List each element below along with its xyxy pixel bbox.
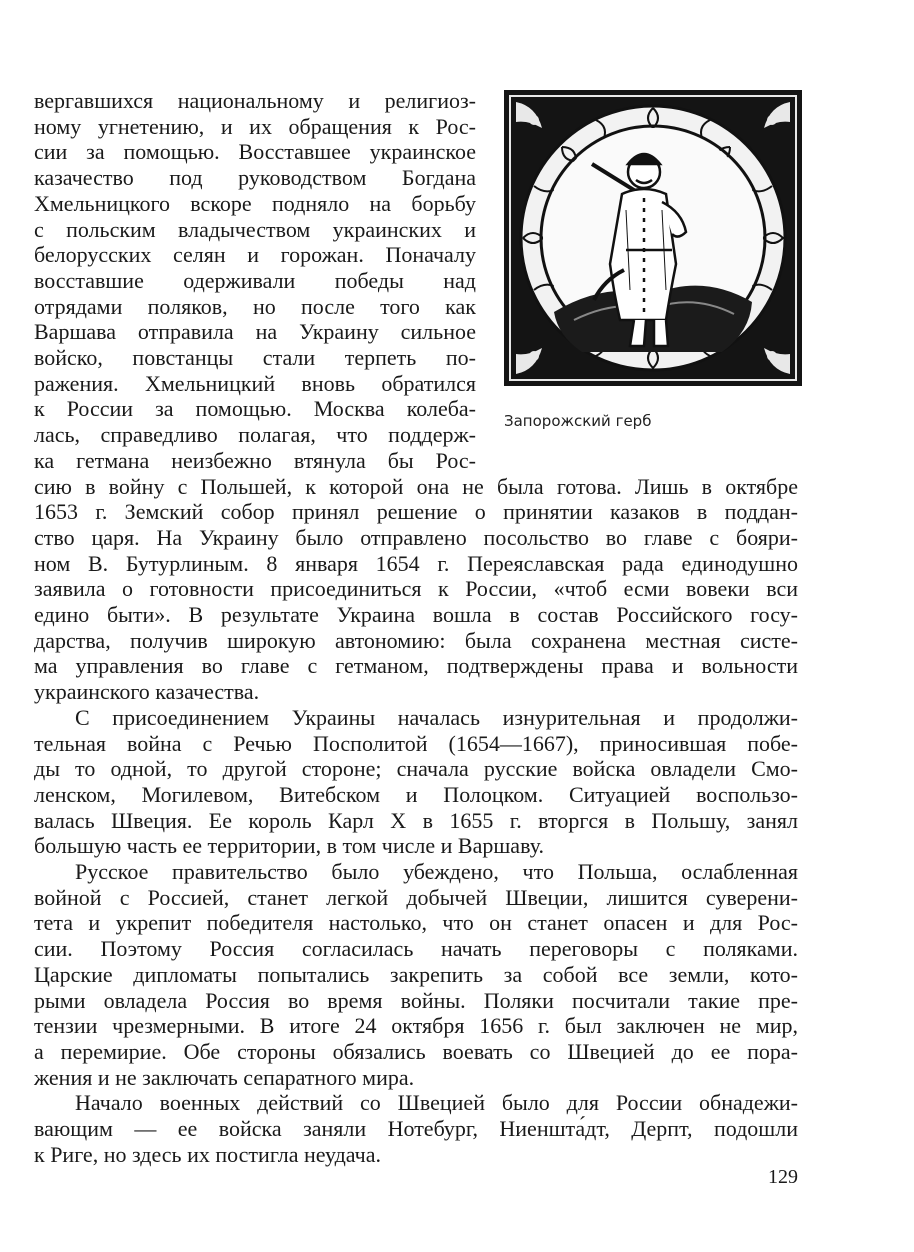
text-line: рыми овладела Россия во время войны. Поляки посчитали такие пре- xyxy=(34,987,798,1013)
text-line: ды то одной, то другой стороне; сначала русские войска овладели Смо- xyxy=(34,756,798,782)
text-line: восставшие одерживали победы над xyxy=(34,267,476,293)
text-line: войско, повстанцы стали терпеть по- xyxy=(34,345,476,370)
text-line: Варшава отправила на Украину сильное xyxy=(34,319,476,345)
text-line: казачество под руководством Богдана xyxy=(34,165,476,191)
text-line: ном В. Бутурлиным. 8 января 1654 г. Переяславская рада единодушно xyxy=(34,550,798,576)
text-line: тензии чрезмерными. В итоге 24 октября 1656 г. был заключен не мир, xyxy=(34,1013,798,1039)
text-line: валась Швеция. Ее король Карл Х в 1655 г. вторгся в Польшу, занял xyxy=(34,807,798,833)
text-line: вергавшихся национальному и религиоз- xyxy=(34,88,476,113)
text-line: сию в войну с Польшей, к которой она не была готова. Лишь в октябре xyxy=(34,473,798,499)
text-line: жения и не заключать сепаратного мира. xyxy=(34,1064,415,1090)
text-line: ному угнетению, и их обращения к Рос- xyxy=(34,113,476,139)
figure-caption: Запорожский герб xyxy=(504,412,652,430)
text-line: сии. Поэтому Россия согласилась начать переговоры с поляками. xyxy=(34,936,798,962)
text-line: отрядами поляков, но после того как xyxy=(34,293,476,319)
text-line: украинского казачества. xyxy=(34,679,260,705)
text-line: Царские дипломаты попытались закрепить за собой все земли, кото- xyxy=(34,961,798,987)
text-line: дарства, получив широкую автономию: была сохранена местная систе- xyxy=(34,627,798,653)
text-line: сии за помощью. Восставшее украинское xyxy=(34,139,476,165)
page-number: 129 xyxy=(768,1166,798,1188)
text-line: вающим — ее войска заняли Нотебург, Ниеншта́дт, Дерпт, подошли xyxy=(34,1116,798,1141)
text-line: едино быти». В результате Украина вошла в состав Российского госу- xyxy=(34,602,798,627)
text-line: большую часть ее территории, в том числе и Варшаву. xyxy=(34,833,544,859)
zaporozhian-coat-of-arms-icon xyxy=(504,90,802,386)
text-line: ма управления во главе с гетманом, подтверждены права и вольности xyxy=(34,653,798,679)
text-line: Хмельницкого вскоре подняло на борьбу xyxy=(34,190,476,216)
text-line: ражения. Хмельницкий вновь обратился xyxy=(34,370,476,396)
text-line: лась, справедливо полагая, что поддерж- xyxy=(34,422,476,448)
text-line: ка гетмана неизбежно втянула бы Рос- xyxy=(34,447,476,473)
text-line: заявила о готовности присоединиться к России, «чтоб есми вовеки вси xyxy=(34,576,798,602)
coat-of-arms-figure xyxy=(504,90,802,386)
text-line: к Риге, но здесь их постигла неудача. xyxy=(34,1141,381,1167)
text-line: 1653 г. Земский собор принял решение о принятии казаков в поддан- xyxy=(34,499,798,525)
text-line: ство царя. На Украину было отправлено посольство во главе с бояри- xyxy=(34,524,798,550)
text-line: к России за помощью. Москва колеба- xyxy=(34,396,476,422)
text-line: белорусских селян и горожан. Поначалу xyxy=(34,242,476,268)
text-line: ленском, Могилевом, Витебском и Полоцком. Ситуацией воспользо- xyxy=(34,781,798,807)
text-line: а перемирие. Обе стороны обязались воевать со Швецией до ее пора- xyxy=(34,1038,798,1064)
text-line: с польским владычеством украинских и xyxy=(34,216,476,242)
text-line: тельная война с Речью Посполитой (1654—1667), приносившая побе- xyxy=(34,730,798,756)
paragraph-first-line: Начало военных действий со Швецией было для России обнадежи- xyxy=(75,1090,798,1116)
paragraph-first-line: Русское правительство было убеждено, что Польша, ослабленная xyxy=(75,859,798,884)
paragraph-first-line: С присоединением Украины началась изнурительная и продолжи- xyxy=(75,704,798,730)
text-line: тета и укрепит победителя настолько, что он станет опасен и для Рос- xyxy=(34,910,798,936)
text-line: войной с Россией, станет легкой добычей Швеции, лишится суверени- xyxy=(34,884,798,910)
